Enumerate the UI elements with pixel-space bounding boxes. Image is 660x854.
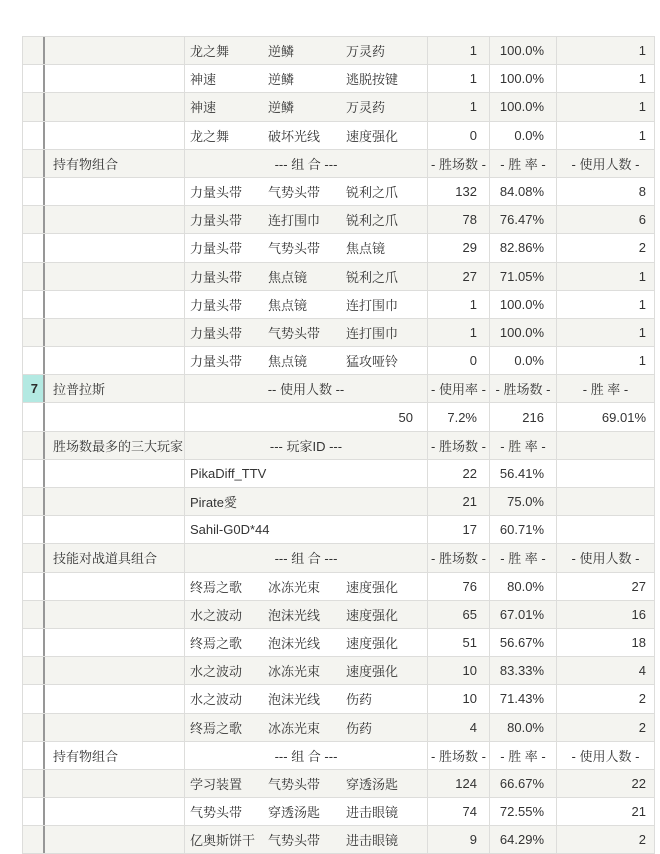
section-label-cell[interactable] xyxy=(45,601,185,628)
combo-item: 气势头带 xyxy=(268,325,321,341)
combo-item: 冰冻光束 xyxy=(268,664,321,680)
combo-cell[interactable] xyxy=(185,263,428,290)
wins-cell[interactable]: 10 xyxy=(428,657,490,684)
player-id: Pirate愛 xyxy=(190,495,237,511)
wins-cell[interactable]: 22 xyxy=(428,460,490,487)
wins-cell[interactable]: 0 xyxy=(428,122,490,149)
section-label-cell[interactable] xyxy=(45,629,185,656)
users-cell[interactable]: - 使用人数 - xyxy=(557,544,655,571)
stats-spreadsheet xyxy=(22,36,655,854)
combo-item: 进击眼镜 xyxy=(346,833,399,849)
wins-cell[interactable]: 1 xyxy=(428,319,490,346)
combo-item: 气势头带 xyxy=(268,185,321,201)
combo-cell[interactable] xyxy=(185,347,428,374)
table-row xyxy=(22,516,655,544)
combo-item: 逃脱按键 xyxy=(346,72,399,88)
section-header-row xyxy=(22,150,655,178)
combo-item: 锐利之爪 xyxy=(346,185,399,201)
combo-item: 泡沫光线 xyxy=(268,636,321,652)
rate-cell[interactable]: 71.05% xyxy=(490,263,557,290)
wins-cell[interactable]: 29 xyxy=(428,234,490,261)
wins-cell[interactable]: 124 xyxy=(428,770,490,797)
combo-item: 终焉之歌 xyxy=(190,579,243,595)
section-label-cell[interactable] xyxy=(45,516,185,543)
section-label-cell[interactable] xyxy=(45,657,185,684)
row-number-cell[interactable] xyxy=(22,488,45,515)
combo-item: 猛攻哑铃 xyxy=(346,354,399,370)
combo-cell[interactable] xyxy=(185,657,428,684)
combo-cell[interactable] xyxy=(185,93,428,120)
combo-item: 水之波动 xyxy=(190,692,243,708)
table-row xyxy=(22,629,655,657)
combo-cell[interactable] xyxy=(185,432,428,459)
combo-item: 破坏光线 xyxy=(268,128,321,144)
wins-cell[interactable]: 76 xyxy=(428,573,490,600)
wins-cell[interactable]: 1 xyxy=(428,65,490,92)
wins-cell[interactable]: 1 xyxy=(428,93,490,120)
rate-cell[interactable]: 0.0% xyxy=(490,122,557,149)
wins-cell[interactable]: - 使用率 - xyxy=(428,375,490,402)
table-row xyxy=(22,234,655,262)
users-cell[interactable]: 22 xyxy=(557,770,655,797)
wins-cell[interactable]: 10 xyxy=(428,685,490,712)
row-number-cell[interactable] xyxy=(22,432,45,459)
section-label-cell[interactable] xyxy=(45,319,185,346)
wins-cell[interactable]: 0 xyxy=(428,347,490,374)
combo-text: --- 组 合 --- xyxy=(274,748,338,764)
users-cell[interactable]: 1 xyxy=(557,319,655,346)
section-label-cell[interactable]: 胜场数最多的三大玩家 xyxy=(45,432,185,459)
row-number-cell[interactable] xyxy=(22,234,45,261)
combo-item: 神速 xyxy=(190,72,217,88)
row-number-cell[interactable] xyxy=(22,798,45,825)
users-cell[interactable]: 4 xyxy=(557,657,655,684)
combo-item: 速度强化 xyxy=(346,664,399,680)
rate-cell[interactable]: 0.0% xyxy=(490,347,557,374)
rate-cell[interactable]: 80.0% xyxy=(490,573,557,600)
users-cell[interactable]: 2 xyxy=(557,234,655,261)
rate-cell[interactable]: 72.55% xyxy=(490,798,557,825)
wins-cell[interactable]: - 胜场数 - xyxy=(428,544,490,571)
users-cell[interactable]: 1 xyxy=(557,122,655,149)
combo-item: 力量头带 xyxy=(190,241,243,257)
combo-text: --- 玩家ID --- xyxy=(269,438,343,454)
wins-cell[interactable]: 74 xyxy=(428,798,490,825)
section-label-cell[interactable]: 持有物组合 xyxy=(45,150,185,177)
row-number-cell[interactable] xyxy=(22,403,45,430)
combo-item: 速度强化 xyxy=(346,636,399,652)
rate-cell[interactable]: 216 xyxy=(490,403,557,430)
highlighted-row-number-cell[interactable]: 7 xyxy=(22,375,45,402)
section-label-cell[interactable] xyxy=(45,573,185,600)
combo-cell[interactable] xyxy=(185,150,428,177)
combo-cell[interactable] xyxy=(185,714,428,741)
table-row xyxy=(22,291,655,319)
users-cell[interactable]: 1 xyxy=(557,93,655,120)
combo-item: 冰冻光束 xyxy=(268,579,321,595)
section-label-cell[interactable] xyxy=(45,460,185,487)
combo-item: 连打围巾 xyxy=(346,297,399,313)
combo-item: 速度强化 xyxy=(346,128,399,144)
row-number-cell[interactable] xyxy=(22,178,45,205)
combo-cell[interactable] xyxy=(185,122,428,149)
table-row xyxy=(22,488,655,516)
users-cell[interactable]: 69.01% xyxy=(557,403,655,430)
users-cell[interactable]: 18 xyxy=(557,629,655,656)
combo-cell[interactable] xyxy=(185,460,428,487)
users-cell[interactable]: 16 xyxy=(557,601,655,628)
combo-item: 速度强化 xyxy=(346,579,399,595)
row-number-cell[interactable] xyxy=(22,37,45,64)
rate-cell[interactable]: 84.08% xyxy=(490,178,557,205)
wins-cell[interactable]: - 胜场数 - xyxy=(428,432,490,459)
row-number-cell[interactable] xyxy=(22,742,45,769)
combo-text: 50 xyxy=(398,409,413,425)
row-number-cell[interactable] xyxy=(22,206,45,233)
combo-item: 水之波动 xyxy=(190,607,243,623)
player-id: Sahil-G0D*44 xyxy=(190,522,270,538)
wins-cell[interactable]: 1 xyxy=(428,291,490,318)
table-row xyxy=(22,826,655,854)
row-number-cell[interactable] xyxy=(22,93,45,120)
rate-cell[interactable]: 100.0% xyxy=(490,319,557,346)
row-number-cell[interactable] xyxy=(22,319,45,346)
table-row xyxy=(22,347,655,375)
combo-cell[interactable] xyxy=(185,601,428,628)
rate-cell[interactable]: 67.01% xyxy=(490,601,557,628)
users-cell[interactable] xyxy=(557,460,655,487)
section-label-cell[interactable] xyxy=(45,770,185,797)
combo-cell[interactable] xyxy=(185,826,428,853)
player-id: PikaDiff_TTV xyxy=(190,465,267,481)
rate-cell[interactable]: 83.33% xyxy=(490,657,557,684)
combo-cell[interactable] xyxy=(185,629,428,656)
section-label-cell[interactable] xyxy=(45,347,185,374)
users-cell[interactable]: 1 xyxy=(557,347,655,374)
wins-cell[interactable]: 132 xyxy=(428,178,490,205)
combo-cell[interactable] xyxy=(185,206,428,233)
section-label-cell[interactable] xyxy=(45,178,185,205)
users-cell[interactable] xyxy=(557,488,655,515)
combo-text: -- 使用人数 -- xyxy=(267,382,345,398)
rate-cell[interactable]: - 胜 率 - xyxy=(490,544,557,571)
row-number-cell[interactable] xyxy=(22,629,45,656)
rate-cell[interactable]: 100.0% xyxy=(490,291,557,318)
combo-item: 穿透汤匙 xyxy=(268,805,321,821)
row-number-cell[interactable] xyxy=(22,544,45,571)
section-label-cell[interactable] xyxy=(45,714,185,741)
table-row xyxy=(22,93,655,121)
rate-cell[interactable]: 66.67% xyxy=(490,770,557,797)
combo-cell[interactable] xyxy=(185,488,428,515)
combo-item: 亿奥斯饼干 xyxy=(190,833,256,849)
table-row xyxy=(22,770,655,798)
combo-item: 逆鳞 xyxy=(268,100,295,116)
combo-item: 泡沫光线 xyxy=(268,692,321,708)
row-number-cell[interactable] xyxy=(22,460,45,487)
combo-item: 连打围巾 xyxy=(268,213,321,229)
combo-item: 逆鳞 xyxy=(268,72,295,88)
section-header-row xyxy=(22,432,655,460)
rate-cell[interactable]: 100.0% xyxy=(490,65,557,92)
section-label-cell[interactable]: 持有物组合 xyxy=(45,742,185,769)
wins-cell[interactable]: - 胜场数 - xyxy=(428,742,490,769)
section-label-cell[interactable] xyxy=(45,65,185,92)
section-label-cell[interactable] xyxy=(45,263,185,290)
wins-cell[interactable]: 4 xyxy=(428,714,490,741)
wins-cell[interactable]: 78 xyxy=(428,206,490,233)
section-header-row xyxy=(22,375,655,403)
wins-cell[interactable]: - 胜场数 - xyxy=(428,150,490,177)
combo-item: 焦点镜 xyxy=(268,269,308,285)
row-number-cell[interactable] xyxy=(22,770,45,797)
table-row xyxy=(22,122,655,150)
table-row xyxy=(22,460,655,488)
combo-item: 气势头带 xyxy=(268,776,321,792)
combo-item: 伤药 xyxy=(346,720,373,736)
combo-item: 伤药 xyxy=(346,692,373,708)
row-number-cell[interactable] xyxy=(22,291,45,318)
combo-cell[interactable] xyxy=(185,544,428,571)
users-cell[interactable]: 6 xyxy=(557,206,655,233)
combo-cell[interactable] xyxy=(185,291,428,318)
combo-item: 锐利之爪 xyxy=(346,213,399,229)
rate-cell[interactable]: 100.0% xyxy=(490,93,557,120)
combo-cell[interactable] xyxy=(185,37,428,64)
combo-cell[interactable] xyxy=(185,319,428,346)
section-label-cell[interactable] xyxy=(45,798,185,825)
combo-cell[interactable] xyxy=(185,375,428,402)
combo-item: 进击眼镜 xyxy=(346,805,399,821)
users-cell[interactable]: 1 xyxy=(557,65,655,92)
table-row xyxy=(22,573,655,601)
combo-cell[interactable] xyxy=(185,798,428,825)
users-cell[interactable]: 2 xyxy=(557,826,655,853)
section-label-cell[interactable] xyxy=(45,403,185,430)
combo-item: 焦点镜 xyxy=(268,297,308,313)
combo-cell[interactable] xyxy=(185,403,428,430)
section-label-cell[interactable] xyxy=(45,234,185,261)
row-number-cell[interactable] xyxy=(22,714,45,741)
users-cell[interactable] xyxy=(557,516,655,543)
rate-cell[interactable]: 71.43% xyxy=(490,685,557,712)
rate-cell[interactable]: 100.0% xyxy=(490,37,557,64)
combo-item: 力量头带 xyxy=(190,354,243,370)
combo-item: 终焉之歌 xyxy=(190,720,243,736)
table-row xyxy=(22,657,655,685)
users-cell[interactable]: 1 xyxy=(557,37,655,64)
combo-item: 逆鳞 xyxy=(268,44,295,60)
combo-cell[interactable] xyxy=(185,573,428,600)
section-label-cell[interactable] xyxy=(45,291,185,318)
section-header-row xyxy=(22,742,655,770)
wins-cell[interactable]: 27 xyxy=(428,263,490,290)
combo-item: 力量头带 xyxy=(190,269,243,285)
row-number-cell[interactable] xyxy=(22,263,45,290)
combo-item: 泡沫光线 xyxy=(268,607,321,623)
rate-cell[interactable]: - 胜 率 - xyxy=(490,150,557,177)
combo-item: 穿透汤匙 xyxy=(346,776,399,792)
rate-cell[interactable]: 76.47% xyxy=(490,206,557,233)
combo-item: 速度强化 xyxy=(346,607,399,623)
combo-item: 龙之舞 xyxy=(190,44,230,60)
section-label-cell[interactable] xyxy=(45,206,185,233)
table-row xyxy=(22,37,655,65)
users-cell[interactable]: - 胜 率 - xyxy=(557,375,655,402)
combo-item: 万灵药 xyxy=(346,44,386,60)
wins-cell[interactable]: 7.2% xyxy=(428,403,490,430)
combo-text: --- 组 合 --- xyxy=(274,551,338,567)
wins-cell[interactable]: 65 xyxy=(428,601,490,628)
rate-cell[interactable]: 56.67% xyxy=(490,629,557,656)
table-row xyxy=(22,798,655,826)
combo-cell[interactable] xyxy=(185,178,428,205)
combo-item: 力量头带 xyxy=(190,213,243,229)
users-cell[interactable] xyxy=(557,432,655,459)
row-number-cell[interactable] xyxy=(22,601,45,628)
row-number-cell[interactable] xyxy=(22,657,45,684)
wins-cell[interactable]: 9 xyxy=(428,826,490,853)
table-row xyxy=(22,601,655,629)
table-row xyxy=(22,714,655,742)
section-label-cell[interactable] xyxy=(45,685,185,712)
combo-item: 气势头带 xyxy=(268,833,321,849)
row-number-cell[interactable] xyxy=(22,150,45,177)
combo-text: --- 组 合 --- xyxy=(274,156,338,172)
wins-cell[interactable]: 21 xyxy=(428,488,490,515)
users-cell[interactable]: 1 xyxy=(557,291,655,318)
combo-item: 万灵药 xyxy=(346,100,386,116)
combo-item: 连打围巾 xyxy=(346,325,399,341)
rate-cell[interactable]: - 胜场数 - xyxy=(490,375,557,402)
combo-cell[interactable] xyxy=(185,742,428,769)
rate-cell[interactable]: 64.29% xyxy=(490,826,557,853)
table-row xyxy=(22,319,655,347)
users-cell[interactable]: - 使用人数 - xyxy=(557,742,655,769)
wins-cell[interactable]: 17 xyxy=(428,516,490,543)
users-cell[interactable]: 1 xyxy=(557,263,655,290)
combo-cell[interactable] xyxy=(185,516,428,543)
row-number-cell[interactable] xyxy=(22,573,45,600)
users-cell[interactable]: 2 xyxy=(557,685,655,712)
combo-cell[interactable] xyxy=(185,65,428,92)
section-label-cell[interactable] xyxy=(45,826,185,853)
table-row xyxy=(22,403,655,431)
combo-item: 龙之舞 xyxy=(190,128,230,144)
rate-cell[interactable]: 56.41% xyxy=(490,460,557,487)
combo-cell[interactable] xyxy=(185,770,428,797)
combo-item: 气势头带 xyxy=(268,241,321,257)
rate-cell[interactable]: - 胜 率 - xyxy=(490,432,557,459)
row-number-cell[interactable] xyxy=(22,685,45,712)
users-cell[interactable]: 2 xyxy=(557,714,655,741)
row-number-cell[interactable] xyxy=(22,826,45,853)
rate-cell[interactable]: - 胜 率 - xyxy=(490,742,557,769)
rate-cell[interactable]: 80.0% xyxy=(490,714,557,741)
section-label-cell[interactable] xyxy=(45,488,185,515)
wins-cell[interactable]: 51 xyxy=(428,629,490,656)
row-number-cell[interactable] xyxy=(22,347,45,374)
combo-item: 冰冻光束 xyxy=(268,720,321,736)
table-row xyxy=(22,65,655,93)
combo-item: 气势头带 xyxy=(190,805,243,821)
combo-item: 锐利之爪 xyxy=(346,269,399,285)
row-number-cell[interactable] xyxy=(22,65,45,92)
combo-item: 力量头带 xyxy=(190,325,243,341)
rate-cell[interactable]: 60.71% xyxy=(490,516,557,543)
wins-cell[interactable]: 1 xyxy=(428,37,490,64)
table-row xyxy=(22,206,655,234)
users-cell[interactable]: - 使用人数 - xyxy=(557,150,655,177)
combo-item: 终焉之歌 xyxy=(190,636,243,652)
users-cell[interactable]: 8 xyxy=(557,178,655,205)
users-cell[interactable]: 27 xyxy=(557,573,655,600)
combo-item: 水之波动 xyxy=(190,664,243,680)
combo-item: 学习装置 xyxy=(190,776,243,792)
section-label-cell[interactable]: 拉普拉斯 xyxy=(45,375,185,402)
row-number-cell[interactable] xyxy=(22,122,45,149)
table-row xyxy=(22,263,655,291)
combo-item: 力量头带 xyxy=(190,185,243,201)
combo-item: 神速 xyxy=(190,100,217,116)
section-header-row xyxy=(22,544,655,572)
section-label-cell[interactable] xyxy=(45,93,185,120)
combo-item: 焦点镜 xyxy=(346,241,386,257)
section-label-cell[interactable] xyxy=(45,37,185,64)
combo-item: 力量头带 xyxy=(190,297,243,313)
section-label-cell[interactable]: 技能对战道具组合 xyxy=(45,544,185,571)
combo-cell[interactable] xyxy=(185,685,428,712)
table-row xyxy=(22,178,655,206)
rate-cell[interactable]: 75.0% xyxy=(490,488,557,515)
table-row xyxy=(22,685,655,713)
row-number-cell[interactable] xyxy=(22,516,45,543)
combo-cell[interactable] xyxy=(185,234,428,261)
rate-cell[interactable]: 82.86% xyxy=(490,234,557,261)
users-cell[interactable]: 21 xyxy=(557,798,655,825)
section-label-cell[interactable] xyxy=(45,122,185,149)
combo-item: 焦点镜 xyxy=(268,354,308,370)
